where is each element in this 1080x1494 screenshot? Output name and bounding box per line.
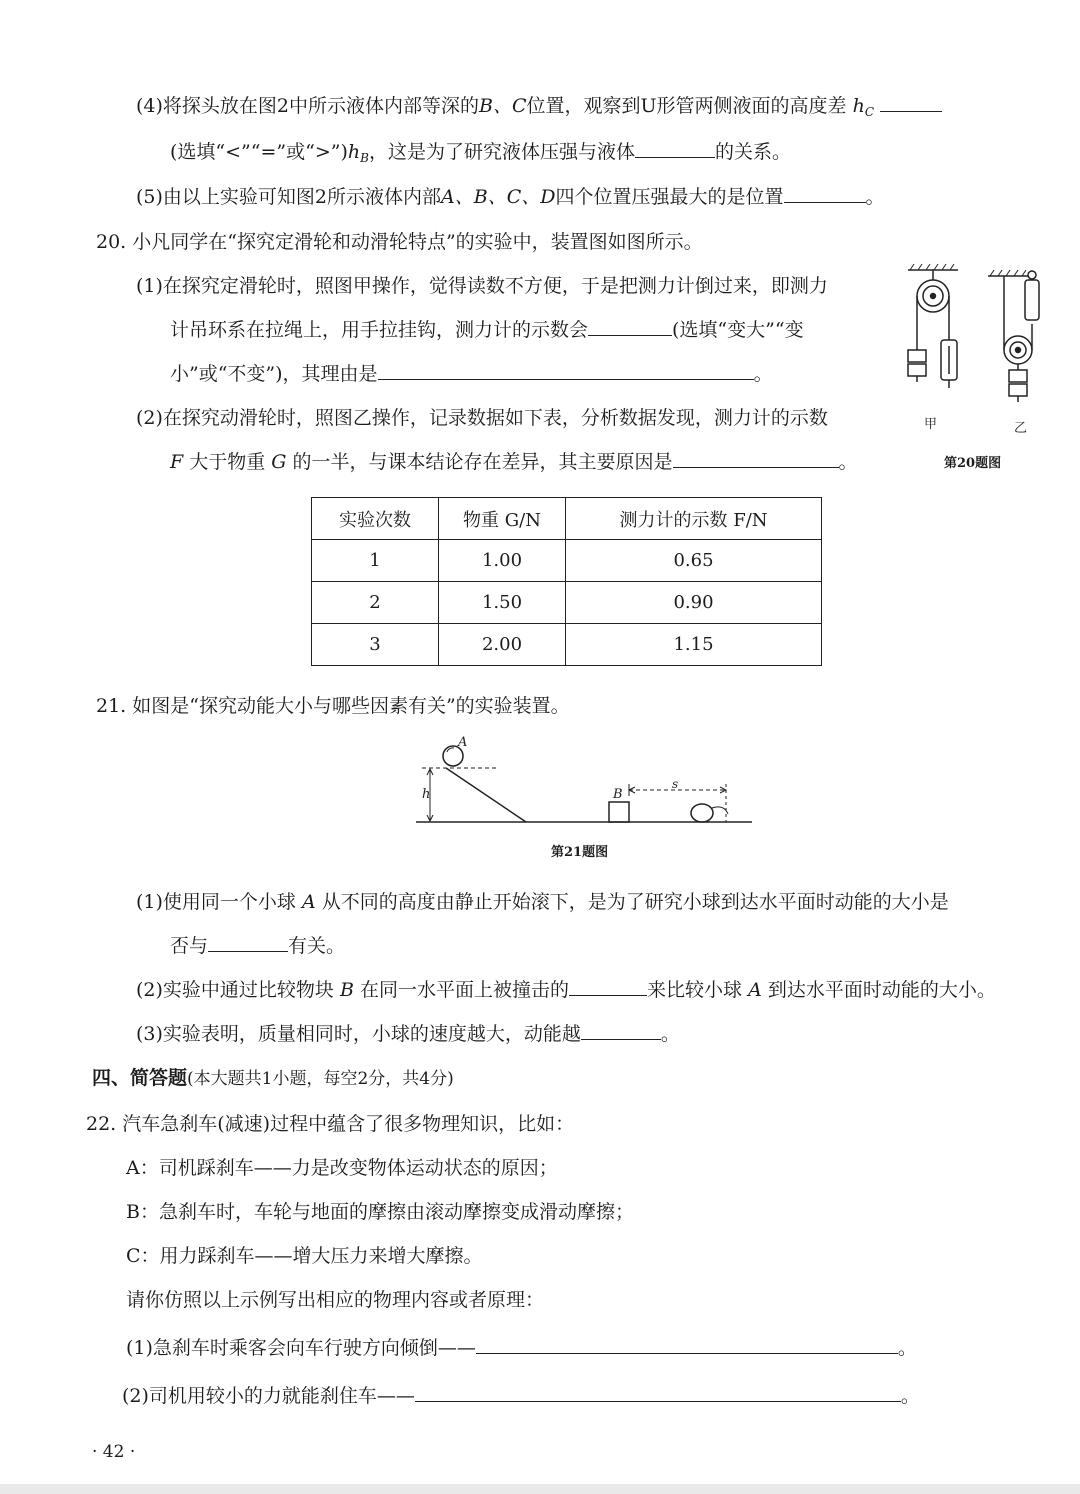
q21-p2-text-c: 来比较小球 xyxy=(647,979,743,1001)
q22-p1-text: (1)急刹车时乘客会向车行驶方向倾倒—— xyxy=(126,1337,476,1359)
q19-p4-positions: B、C xyxy=(479,95,527,117)
q19-p4-blank-2[interactable] xyxy=(635,139,715,158)
fig-label-s: s xyxy=(672,777,679,791)
q19-p4-blank-1[interactable] xyxy=(880,93,942,112)
q22-part1 xyxy=(126,1334,917,1362)
q19-p4-text-d: 的关系。 xyxy=(714,141,791,163)
q19-p4-text-b: 位置，观察到U形管两侧液面的高度差 xyxy=(526,95,847,117)
q19-p5-positions: A、B、C、D xyxy=(441,186,556,208)
table-cell: 0.65 xyxy=(566,540,822,582)
label-jia: 甲 xyxy=(924,417,938,432)
q22-p1-blank[interactable] xyxy=(476,1335,898,1354)
q20-p1-text-a: 计吊环系在拉绳上，用手拉挂钩，测力计的示数会 xyxy=(170,319,589,341)
q22-part2 xyxy=(122,1382,920,1410)
table-row xyxy=(312,582,822,624)
q21-p2-text-b: 在同一水平面上被撞击的 xyxy=(359,979,569,1001)
q20-part1-line3 xyxy=(170,360,773,388)
hb-symbol: h xyxy=(347,141,361,163)
section-4-title: 四、简答题 xyxy=(92,1067,188,1089)
page-bottom-edge xyxy=(0,1484,1080,1494)
kinetic-energy-figure xyxy=(416,732,756,832)
q22-example-b: B：急刹车时，车轮与地面的摩擦由滚动摩擦变成滑动摩擦； xyxy=(126,1201,634,1223)
q22-example-c: C：用力踩刹车——增大压力来增大摩擦。 xyxy=(126,1245,483,1267)
q20-p2-text-b: 的一半，与课本结论存在差异，其主要原因是 xyxy=(292,451,673,473)
q19-p5-text-b: 四个位置压强最大的是位置 xyxy=(555,186,784,208)
pulley-figure xyxy=(900,262,1070,436)
q21-p3-period: 。 xyxy=(660,1023,680,1045)
table-cell: 1.15 xyxy=(566,624,822,666)
block-B xyxy=(609,802,629,822)
table-header: 测力计的示数 F/N xyxy=(566,498,822,540)
q20-p2-period: 。 xyxy=(838,451,858,473)
table-cell: 0.90 xyxy=(566,582,822,624)
q19-part5 xyxy=(136,183,885,211)
movable-pulley-yi xyxy=(988,270,1039,402)
q20-p1-blank-1[interactable] xyxy=(588,317,672,336)
table-cell: 1 xyxy=(312,540,439,582)
q21-p3-text: (3)实验表明，质量相同时，小球的速度越大，动能越 xyxy=(136,1023,581,1045)
q21-p1-text-a: (1)使用同一个小球 xyxy=(136,891,296,913)
section-4-heading xyxy=(92,1064,454,1093)
q21-p1-text-d: 有关。 xyxy=(288,935,346,957)
q19-p5-period: 。 xyxy=(865,186,885,208)
fixed-pulley-jia xyxy=(908,264,958,388)
symbol-B: B xyxy=(339,979,354,1001)
q22-p2-text: (2)司机用较小的力就能刹住车—— xyxy=(122,1385,415,1407)
moved-block xyxy=(691,804,713,822)
q21-p1-blank[interactable] xyxy=(208,933,288,952)
q20-p1-text-c: 小”或“不变”)，其理由是 xyxy=(170,363,378,385)
q21-part2 xyxy=(136,976,996,1004)
q19-p5-text-a: (5)由以上实验可知图2所示液体内部 xyxy=(136,186,442,208)
table-header: 实验次数 xyxy=(312,498,439,540)
experiment-data-table xyxy=(311,497,822,666)
table-cell: 1.00 xyxy=(439,540,566,582)
q21-p2-blank[interactable] xyxy=(569,977,647,996)
q21-p1-text-b: 从不同的高度由静止开始滚下，是为了研究小球到达水平面时动能的大小是 xyxy=(321,891,949,913)
q21-part3 xyxy=(136,1020,680,1048)
q21-p2-text-d: 到达水平面时动能的大小。 xyxy=(767,979,996,1001)
fig-label-B: B xyxy=(613,787,623,802)
hb-subscript: B xyxy=(360,151,369,165)
q21-part1-line2 xyxy=(170,932,345,960)
q19-p5-blank[interactable] xyxy=(784,184,866,203)
q20-p2-text-a: 大于物重 xyxy=(189,451,266,473)
q19-p4-select-hint: (选填“<”“=”或“>”) xyxy=(170,141,348,163)
q21-stem: 21. 如图是“探究动能大小与哪些因素有关”的实验装置。 xyxy=(96,695,570,717)
ramp xyxy=(446,768,526,822)
q22-p1-period: 。 xyxy=(897,1337,917,1359)
table-cell: 2.00 xyxy=(439,624,566,666)
q21-p2-text-a: (2)实验中通过比较物块 xyxy=(136,979,334,1001)
table-row xyxy=(312,624,822,666)
q21-p1-text-c: 否与 xyxy=(170,935,209,957)
figure-20-caption: 第20题图 xyxy=(944,456,1002,471)
q20-p1-blank-2[interactable] xyxy=(378,361,754,380)
symbol-A: A xyxy=(748,979,762,1001)
hc-symbol: h xyxy=(852,95,865,117)
q20-p2-blank[interactable] xyxy=(673,449,839,468)
q22-prompt: 请你仿照以上示例写出相应的物理内容或者原理： xyxy=(126,1289,545,1311)
q20-part1-line1: (1)在探究定滑轮时，照图甲操作，觉得读数不方便，于是把测力计倒过来，即测力 xyxy=(136,275,828,297)
section-4-note: (本大题共1小题，每空2分，共4分) xyxy=(187,1069,454,1089)
table-header-row xyxy=(312,498,822,540)
q19-p4-text-c: ，这是为了研究液体压强与液体 xyxy=(368,141,635,163)
symbol-A: A xyxy=(301,891,316,913)
symbol-F: F xyxy=(170,451,184,473)
symbol-G: G xyxy=(271,451,287,473)
q20-p1-select-hint: (选填“变大”“变 xyxy=(672,319,804,341)
table-header: 物重 G/N xyxy=(439,498,566,540)
q19-p4-text-a: (4)将探头放在图2中所示液体内部等深的 xyxy=(136,95,480,117)
fig-label-A: A xyxy=(458,735,468,750)
q20-part1-line2 xyxy=(170,316,804,344)
q20-p1-period: 。 xyxy=(753,363,773,385)
q20-part2-line1: (2)在探究动滑轮时，照图乙操作，记录数据如下表，分析数据发现，测力计的示数 xyxy=(136,407,828,429)
q19-part4-line2 xyxy=(170,138,791,172)
fig-label-h: h xyxy=(422,787,431,802)
figure-21-caption: 第21题图 xyxy=(551,845,609,860)
q20-stem: 20. 小凡同学在“探究定滑轮和动滑轮特点”的实验中，装置图如图所示。 xyxy=(96,231,703,253)
table-cell: 2 xyxy=(312,582,439,624)
q22-example-a: A：司机踩刹车——力是改变物体运动状态的原因； xyxy=(126,1157,558,1179)
table-row xyxy=(312,540,822,582)
hc-subscript: C xyxy=(864,105,875,119)
page-number: · 42 · xyxy=(92,1442,136,1462)
q22-stem: 22. 汽车急刹车(减速)过程中蕴含了很多物理知识，比如： xyxy=(86,1113,575,1135)
q20-part2-line2 xyxy=(170,448,858,476)
q22-p2-blank[interactable] xyxy=(415,1383,901,1402)
q21-part1-line1 xyxy=(136,888,949,916)
table-cell: 3 xyxy=(312,624,439,666)
q19-part4-line1 xyxy=(136,92,942,126)
table-cell: 1.50 xyxy=(439,582,566,624)
q22-p2-period: 。 xyxy=(900,1385,920,1407)
q21-p3-blank[interactable] xyxy=(581,1021,661,1040)
label-yi: 乙 xyxy=(1014,421,1028,436)
